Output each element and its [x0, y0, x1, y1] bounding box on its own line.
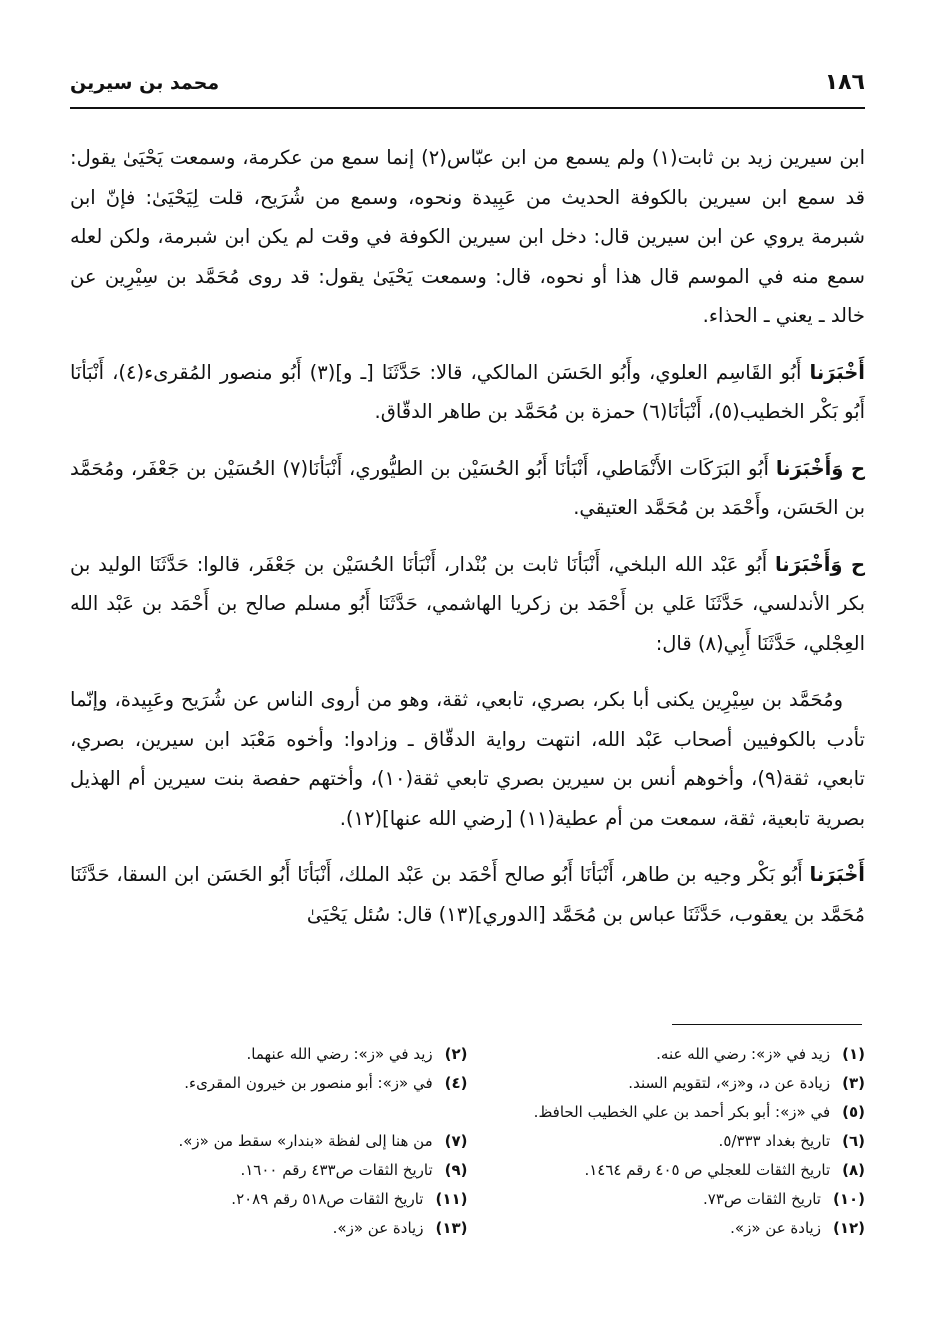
footnote-row [70, 1156, 865, 1185]
paragraph-6-text: أَبُو بَكْر وجيه بن طاهر، أَنْبَأنَا أَبُو صالح أَحْمَد بن عَبْد الملك، أَنْبَأنَا أَبُو الحَسَن ابن السقا، حَدَّثَنَا مُحَمَّد بن يعقوب، حَدَّثَنَا عباس بن مُحَمَّد [الدوري](١٣) قال: سُئل يَحْيَىٰ [70, 863, 865, 926]
footnote-text: من هنا إلى لفظة «بندار» سقط من «ز». [178, 1132, 433, 1150]
page-header [70, 68, 865, 102]
footnote-2 [70, 1040, 468, 1069]
footnote-row [70, 1040, 865, 1069]
running-title: محمد بن سيرين [70, 72, 220, 94]
paragraph-3-text: أَبُو البَرَكَات الأَنْمَاطي، أَنْبَأنَا أَبُو الحُسَيْن بن الطيُّوري، أَنْبَأنَا(٧) الحُسَيْن بن جَعْفَر، ومُحَمَّد بن الحَسَن، وأَحْمَد بن مُحَمَّد العتيقي. [70, 456, 865, 519]
paragraph-1-text: ابن سيرين زيد بن ثابت(١) ولم يسمع من ابن عبّاس(٢) إنما سمع من عكرمة، وسمعت يَحْيَىٰ يقول: قد سمع ابن سيرين بالكوفة الحديث من عَبِيدة ونحوه، وسمع من شُرَيح، قلت لِيَحْيَىٰ: فإنّ ابن شبرمة يروي عن ابن سيرين قال: دخل ابن سيرين الكوفة في وقت لم يكن ابن شبرمة، ولكن لعله سمع منه في الموسم قال هذا أو نحوه، قال: وسمعت يَحْيَىٰ يقول: قد روى مُحَمَّد بن سِيْرِين عن خالد ـ يعني ـ الحذاء. [70, 146, 866, 327]
footnote-6 [468, 1127, 866, 1156]
footnote-text: في «ز»: أبو بكر أحمد بن علي الخطيب الحافظ. [533, 1103, 831, 1121]
paragraph-2-text: أَبُو القَاسِم العلوي، وأَبُو الحَسَن المالكي، قالا: حَدَّثَنَا [ـ و](٣) أَبُو منصور المُقرىء(٤)، أَنْبَأنَا أَبُو بَكْر الخطيب(٥)، أَنْبَأنَا(٦) حمزة بن مُحَمَّد بن طاهر الدقّاق. [70, 360, 865, 423]
paragraph-4 [70, 545, 865, 664]
footnote-text: في «ز»: أبو منصور بن خيرون المقرىء. [184, 1074, 433, 1092]
footnote-number: (٤) [444, 1074, 468, 1092]
header-rule [70, 107, 865, 109]
footnote-text: تاريخ بغداد ٥/٣٣٣. [718, 1132, 831, 1150]
paragraph-5 [70, 680, 865, 838]
footnote-text: تاريخ الثقات ص٥١٨ رقم ٢٠٨٩. [231, 1190, 424, 1208]
footnote-13 [70, 1214, 468, 1243]
footnote-number: (١٠) [832, 1190, 865, 1208]
paragraph-4-lead: ح وَأَخْبَرَنا [774, 552, 865, 576]
footnote-12 [468, 1214, 866, 1243]
header-bar [70, 68, 865, 102]
paragraph-3-lead: ح وَأَخْبَرَنا [775, 456, 865, 480]
footnote-row [70, 1098, 865, 1127]
footnote-number: (١٢) [832, 1219, 865, 1237]
footnote-row [70, 1069, 865, 1098]
footnote-5 [70, 1098, 865, 1127]
footnote-number: (٣) [842, 1074, 865, 1092]
main-text [70, 138, 865, 951]
footnote-number: (٢) [444, 1045, 468, 1063]
footnote-number: (١١) [435, 1190, 468, 1208]
footnote-number: (١٣) [435, 1219, 468, 1237]
footnote-text: زيادة عن د، و«ز»، لتقويم السند. [628, 1074, 831, 1092]
footnotes [70, 1040, 865, 1243]
paragraph-2-lead: أَخْبَرَنا [809, 360, 865, 384]
footnote-number: (١) [842, 1045, 865, 1063]
paragraph-5-text: ومُحَمَّد بن سِيْرِين يكنى أبا بكر، بصري، تابعي، ثقة، وهو من أروى الناس عن شُرَيح وعَبِيدة، وإنّما تأدب بالكوفيين أصحاب عَبْد الله، انتهت رواية الدقّاق ـ وزادوا: وأخوه مَعْبَد ابن سيرين، بصري، تابعي، ثقة(٩)، وأخوهم أنس بن سيرين بصري تابعي ثقة(١٠)، وأختهم حفصة بنت سيرين أم الهذيل بصرية تابعية، ثقة، سمعت من أم عطية(١١) [رضي الله عنها](١٢). [70, 688, 865, 830]
footnote-text: زيد في «ز»: رضي الله عنهما. [246, 1045, 433, 1063]
footnote-number: (٧) [444, 1132, 468, 1150]
footnote-text: زيادة عن «ز». [730, 1219, 821, 1237]
paragraph-6 [70, 855, 865, 934]
footnote-number: (٥) [842, 1103, 865, 1121]
page-number: ١٨٦ [824, 70, 865, 95]
footnote-7 [70, 1127, 468, 1156]
footnote-4 [70, 1069, 468, 1098]
footnote-10 [468, 1185, 866, 1214]
paragraph-3 [70, 449, 865, 528]
paragraph-4-text: أَبُو عَبْد الله البلخي، أَنْبَأنَا ثابت بن بُنْدار، أَنْبَأنَا الحُسَيْن بن جَعْفَر، قالوا: حَدَّثَنَا الوليد بن بكر الأندلسي، حَدَّثَنَا عَلي بن أَحْمَد بن زكريا الهاشمي، حَدَّثَنَا أَبُو مسلم صالح بن أَحْمَد بن عَبْد الله العِجْلي، حَدَّثَنَا أَبِي(٨) قال: [70, 552, 865, 655]
paragraph-1 [70, 138, 865, 336]
footnote-11 [70, 1185, 468, 1214]
footnote-number: (٦) [842, 1132, 865, 1150]
footnote-1 [468, 1040, 866, 1069]
footnote-8 [468, 1156, 866, 1185]
paragraph-6-lead: أَخْبَرَنا [809, 863, 865, 886]
footnote-text: تاريخ الثقات ص٤٣٣ رقم ١٦٠٠. [240, 1161, 433, 1179]
footnote-row [70, 1214, 865, 1243]
footnote-9 [70, 1156, 468, 1185]
paragraph-2 [70, 353, 865, 432]
footnote-separator [672, 1024, 862, 1025]
footnote-text: زيادة عن «ز». [332, 1219, 424, 1237]
footnote-row [70, 1185, 865, 1214]
footnote-number: (٨) [842, 1161, 865, 1179]
footnote-text: زيد في «ز»: رضي الله عنه. [656, 1045, 831, 1063]
footnote-row [70, 1127, 865, 1156]
footnote-text: تاريخ الثقات للعجلي ص ٤٠٥ رقم ١٤٦٤. [584, 1161, 831, 1179]
footnote-number: (٩) [444, 1161, 468, 1179]
footnote-text: تاريخ الثقات ص٧٣. [703, 1190, 821, 1208]
footnote-3 [468, 1069, 866, 1098]
